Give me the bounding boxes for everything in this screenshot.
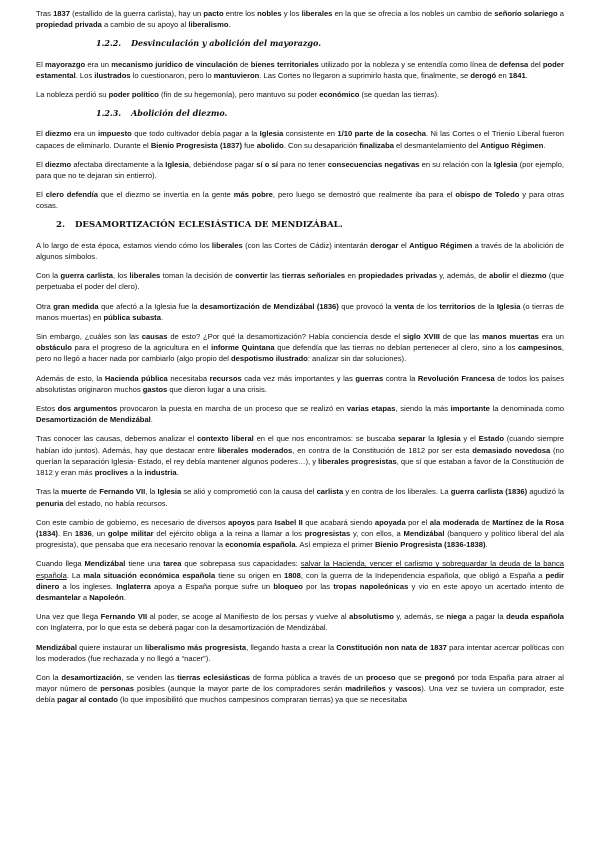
bold-term: pregonó: [424, 672, 455, 682]
bold-term: pedir dinero: [36, 570, 565, 591]
bold-term: gastos: [142, 384, 168, 394]
text-run: que dieron lugar a una crisis.: [167, 384, 267, 394]
bold-term: recursos: [209, 373, 242, 383]
text-run: con Inglaterra, por lo que esta se deberá pagar con la desamortización de Mendizábal.: [36, 623, 328, 633]
bold-term: proceso: [365, 672, 396, 682]
text-run: .: [525, 70, 528, 80]
bold-term: bloqueo: [273, 581, 303, 591]
text-run: de que las: [439, 332, 483, 342]
text-run: consistente en: [283, 129, 338, 139]
bold-term: venta: [394, 301, 414, 311]
text-run: .: [228, 20, 231, 30]
bold-term: diezmo: [45, 129, 72, 139]
bold-term: gran medida: [53, 301, 99, 311]
text-run: La nobleza perdió su: [36, 90, 109, 100]
bold-term: clero defendía: [45, 190, 98, 200]
bold-term: carlista: [316, 487, 344, 497]
body-paragraph: [36, 240, 564, 262]
bold-term: Fernando VII: [100, 612, 148, 622]
bold-term: Antiguo Régimen: [480, 140, 544, 150]
text-run: Con este cambio de gobierno, es necesario de diversos: [36, 517, 229, 527]
bold-term: abolido: [256, 140, 284, 150]
text-run: , siendo la más: [395, 404, 451, 414]
text-run: para: [254, 517, 275, 527]
bold-term: siglo XVIII: [402, 332, 440, 342]
bold-term: Iglesia: [165, 159, 189, 169]
body-paragraph: [36, 433, 564, 478]
bold-term: guerra carlista: [60, 271, 114, 281]
text-run: : analizar sin dar soluciones).: [307, 354, 407, 364]
text-run: , que sí que estaban a favor de la Constitución de 1812 y eran más: [36, 456, 564, 478]
bold-term: guerra carlista (1836): [450, 487, 528, 497]
text-run: de la: [475, 301, 497, 311]
text-run: Cuando llega: [36, 559, 85, 569]
text-run: tiene una: [125, 559, 164, 569]
text-run: agudizó la: [527, 487, 564, 497]
bold-term: varias etapas: [346, 404, 396, 414]
text-run: a: [557, 9, 564, 18]
text-run: por el: [405, 517, 430, 527]
text-run: .: [160, 312, 164, 322]
bold-term: diezmo: [520, 271, 547, 281]
text-run: de forma pública a través de un: [250, 672, 366, 682]
bold-term: liberalismo más progresista: [144, 642, 247, 652]
bold-term: 1837: [53, 9, 70, 18]
text-run: que provocó la: [338, 301, 395, 311]
heading-text: Abolición del diezmo.: [131, 108, 228, 119]
text-run: a: [80, 592, 90, 602]
text-run: Tras conocer las causas, debemos analizar el: [36, 434, 197, 444]
body-paragraph: [36, 59, 564, 81]
bold-term: absolutismo: [349, 612, 394, 622]
text-run: el desmantelamiento del: [393, 140, 481, 150]
text-run: entre los: [223, 9, 258, 18]
bold-term: liberales progresistas: [318, 456, 397, 466]
text-run: de todos los países absolutistas originaron muchos: [36, 373, 564, 394]
body-paragraph: [36, 642, 564, 664]
bold-term: Iglesia: [496, 301, 521, 311]
bold-term: demasiado novedosa: [472, 445, 551, 455]
text-run: era un: [71, 129, 99, 139]
bold-term: Martínez de la Rosa (1834): [36, 517, 564, 538]
text-run: .: [123, 592, 126, 602]
bold-term: campesinos: [517, 343, 562, 353]
text-run: para intentar acercar políticas con los moderados (fue rechazada y no llegó a “nacer”).: [36, 642, 565, 663]
text-run: lo cuestionaron, pero lo: [130, 70, 214, 80]
bold-term: derogó: [470, 70, 497, 80]
text-run: (se quedan las tierras).: [359, 90, 440, 100]
bold-term: mayorazgo: [45, 59, 86, 69]
body-paragraph: [36, 517, 564, 551]
text-run: Sin embargo, ¿cuáles son las: [36, 332, 142, 342]
bold-term: mala situación económica española: [83, 570, 216, 580]
text-run: apoya a España porque sufre un: [150, 581, 274, 591]
bold-term: obstáculo: [36, 343, 72, 353]
text-run: de esto? ¿Por qué la desamortización? Había conciencia desde el: [167, 332, 403, 342]
underlined-text: salvar la Hacienda, vencer el carlismo y sobreguardar la deuda de la banca española: [36, 559, 564, 580]
text-run: (o tierras de manos muertas) en: [36, 301, 564, 322]
bold-term: Hacienda pública: [104, 373, 168, 383]
bold-term: Inglaterra: [116, 581, 151, 591]
bold-term: progresistas: [304, 528, 351, 538]
bold-term: mecanismo jurídico de vinculación: [111, 59, 238, 69]
bold-term: pagar al contado: [57, 695, 118, 705]
bold-term: mantuvieron: [213, 70, 260, 80]
text-run: a la: [128, 468, 145, 478]
text-run: . En: [57, 528, 75, 538]
bold-term: pública subasta: [103, 312, 161, 322]
bold-term: liberales: [211, 240, 243, 250]
text-run: (lo que imposibilitó que muchos campesinos compraran tierras) ya que se necesitaba: [117, 695, 408, 705]
text-run: era un: [538, 332, 564, 342]
text-run: (con las Cortes de Cádiz) intentarán: [242, 240, 371, 250]
bold-term: importante: [450, 404, 490, 414]
text-run: . Así empieza el primer: [295, 540, 375, 550]
bold-term: Desamortización de Mendizábal: [36, 415, 151, 425]
text-run: que defendía que las tierras no debían pertenecer al clero, sino a los: [274, 343, 518, 353]
bold-term: 1841: [508, 70, 526, 80]
subsection-heading: [96, 108, 564, 119]
text-run: cada vez más importantes y las: [241, 373, 356, 383]
text-run: a pagar la: [466, 612, 507, 622]
text-run: y los: [281, 9, 302, 18]
bold-term: poder político: [108, 90, 159, 100]
text-run: que se: [395, 672, 425, 682]
text-run: del estado, no había recursos.: [63, 498, 168, 508]
bold-term: ilustrados: [94, 70, 131, 80]
text-run: , pero luego se demostró que realmente iba para el: [272, 190, 456, 200]
bold-term: sí o sí: [256, 159, 278, 169]
text-run: a través de la abolición de algunos símbolos.: [36, 240, 565, 262]
bold-term: tierras eclesiásticas: [177, 672, 251, 682]
section-heading: [56, 220, 564, 231]
text-run: y, con ellos, a: [350, 528, 404, 538]
bold-term: Napoleón: [89, 592, 124, 602]
text-run: el: [509, 271, 521, 281]
body-paragraph: [36, 189, 564, 211]
text-run: de los: [413, 301, 440, 311]
bold-term: más pobre: [233, 190, 273, 200]
bold-term: liberales: [129, 271, 161, 281]
bold-term: bienes territoriales: [250, 59, 319, 69]
bold-term: desamortización: [61, 672, 122, 682]
text-run: contra la: [383, 373, 418, 383]
text-run: A lo largo de esta época, estamos viendo cómo los: [36, 240, 212, 250]
bold-term: finalizaba: [359, 140, 394, 150]
text-run: Otra: [36, 301, 54, 311]
bold-term: Iglesia: [157, 487, 182, 497]
text-run: .: [543, 140, 546, 150]
bold-term: personas: [100, 684, 134, 694]
text-run: provocaron la puesta en marcha de un proceso que se realizó en: [117, 404, 347, 414]
bold-term: Mendizábal: [36, 642, 77, 652]
bold-term: 1/10 parte de la cosecha: [337, 129, 427, 139]
bold-term: obispo de Toledo: [455, 190, 520, 200]
text-run: que sobrepasa sus capacidades:: [181, 559, 301, 569]
text-run: y: [385, 684, 396, 694]
text-run: quiere instaurar un: [76, 642, 145, 652]
body-paragraph: [36, 89, 564, 100]
bold-term: señorío solariego: [494, 9, 558, 18]
body-paragraph: [36, 159, 564, 181]
text-run: tiene su origen en: [215, 570, 284, 580]
heading-number: 1.2.3.: [96, 108, 122, 119]
bold-term: guerras: [355, 373, 384, 383]
text-run: que acabará siendo: [302, 517, 375, 527]
bold-term: desamortización de Mendizábal (1836): [199, 301, 339, 311]
text-run: en: [496, 70, 509, 80]
bold-term: Estado: [478, 434, 504, 444]
text-run: El: [36, 129, 46, 139]
text-run: de: [237, 59, 251, 69]
text-run: (cuando siempre habían ido juntos). Además, hay que destacar entre: [36, 434, 564, 455]
body-paragraph: [36, 672, 564, 706]
text-run: utilizado por la nobleza y se entendía como línea de: [318, 59, 500, 69]
text-run: y, además, se: [393, 612, 447, 622]
bold-term: causas: [141, 332, 168, 342]
bold-term: industria: [144, 468, 177, 478]
bold-term: territorios: [439, 301, 476, 311]
heading-number: 2.: [56, 219, 65, 230]
text-run: era un: [85, 59, 112, 69]
text-run: que el diezmo se invertía en la gente: [98, 190, 234, 200]
bold-term: liberales moderados: [217, 445, 293, 455]
bold-term: Fernando VII: [99, 487, 146, 497]
bold-term: convertir: [235, 271, 268, 281]
text-run: afectaba directamente a la: [71, 159, 166, 169]
text-run: en: [345, 271, 359, 281]
text-run: El: [36, 190, 46, 200]
text-run: , se venden las: [121, 672, 178, 682]
bold-term: liberales: [301, 9, 333, 18]
text-run: .: [176, 468, 179, 478]
body-paragraph: [36, 8, 564, 30]
text-run: para el progreso de la agricultura en el: [71, 343, 212, 353]
text-run: la: [425, 434, 437, 444]
bold-term: económico: [319, 90, 360, 100]
body-paragraph: [36, 301, 564, 323]
bold-term: tarea: [163, 559, 182, 569]
text-run: , los: [113, 271, 130, 281]
text-run: Una vez que llega: [36, 612, 101, 622]
bold-term: niega: [446, 612, 467, 622]
text-run: se alió y comprometió con la causa del: [181, 487, 317, 497]
bold-term: ala moderada: [429, 517, 479, 527]
text-run: (por ejemplo, para que no te dejaran sin entierro).: [36, 159, 565, 181]
bold-term: tierras señoriales: [282, 271, 346, 281]
heading-number: 1.2.2.: [96, 38, 122, 49]
text-run: a cambio de su apoyo al: [101, 20, 189, 30]
text-run: por las: [302, 581, 334, 591]
text-run: . Ni las Cortes o el Trienio Liberal fueron capaces de eliminarlo. Durante el: [36, 129, 564, 150]
text-run: y, además, de: [436, 271, 490, 281]
subsection-heading: [96, 38, 564, 49]
bold-term: Bienio Progresista (1836-1838): [374, 540, 486, 550]
text-run: Estos: [36, 404, 58, 414]
text-run: . La: [66, 570, 84, 580]
bold-term: apoyada: [374, 517, 406, 527]
bold-term: apoyos: [228, 517, 255, 527]
text-run: Además de esto, la: [36, 373, 105, 383]
text-run: (que perpetuaba el poder del clero).: [36, 271, 565, 292]
bold-term: consecuencias negativas: [327, 159, 420, 169]
text-run: posibles (aunque la mayor parte de los compradores serán: [133, 684, 346, 694]
bold-term: nobles: [257, 9, 282, 18]
bold-term: 1808: [283, 570, 301, 580]
bold-term: Antiguo Régimen: [409, 240, 473, 250]
text-run: para no tener: [277, 159, 328, 169]
text-run: , pero no llegó a hacer nada por cambiarlo (algo propio del: [36, 343, 564, 364]
text-run: Tras: [36, 9, 54, 18]
text-run: que afectó a la Iglesia fue la: [98, 301, 200, 311]
text-run: a los ingleses.: [59, 581, 117, 591]
text-run: (estallido de la guerra carlista), hay un: [69, 9, 204, 18]
text-run: , en contra de la Constitución de 1812 por ser esta: [292, 445, 473, 455]
bold-term: Iglesia: [436, 434, 461, 444]
text-run: .: [150, 415, 153, 425]
text-run: en el que nos encontramos: se buscaba: [253, 434, 399, 444]
bold-term: Isabel II: [274, 517, 303, 527]
text-run: , un: [91, 528, 108, 538]
bold-term: informe Quintana: [211, 343, 275, 353]
bold-term: diezmo: [44, 159, 72, 169]
bold-term: propiedades privadas: [358, 271, 437, 281]
bold-term: vascos: [395, 684, 422, 694]
text-run: por toda España para atraer al mayor número de: [36, 672, 564, 694]
heading-text: Desvinculación y abolición del mayorazgo.: [131, 38, 321, 49]
text-run: , debiéndose pagar: [188, 159, 257, 169]
text-run: en su relación con la: [419, 159, 494, 169]
text-run: y vio en este apoyo un acertado intento de: [408, 581, 564, 591]
bold-term: propiedad privada: [36, 20, 102, 30]
bold-term: muerte: [61, 487, 87, 497]
text-run: . Las Cortes no llegaron a suprimirlo hasta que, finalmente, se: [259, 70, 471, 80]
text-run: El: [36, 59, 45, 69]
bold-term: penuria: [36, 498, 64, 508]
bold-term: Iglesia: [259, 129, 284, 139]
text-run: Con la: [36, 672, 62, 682]
text-run: , la: [145, 487, 158, 497]
text-run: fue: [241, 140, 257, 150]
bold-term: Mendizábal: [84, 559, 126, 569]
text-run: de: [479, 517, 493, 527]
bold-term: tropas napoleónicas: [333, 581, 409, 591]
text-run: , con la guerra de la Independencia española, que obligó a España a: [300, 570, 546, 580]
body-paragraph: [36, 270, 564, 292]
bold-term: madrileños: [345, 684, 386, 694]
body-paragraph: [36, 558, 564, 603]
bold-term: golpe militar: [107, 528, 154, 538]
text-run: (banquero y político liberal del ala progresista), que pensaba que era necesario renovar la: [36, 528, 565, 550]
body-paragraph: [36, 403, 564, 425]
bold-term: Constitución non nata de 1837: [336, 642, 447, 652]
bold-term: impuesto: [98, 129, 132, 139]
text-run: Con la: [36, 271, 61, 281]
body-paragraph: [36, 331, 564, 365]
bold-term: proclives: [94, 468, 129, 478]
text-run: y en contra de los liberales. La: [343, 487, 451, 497]
bold-term: liberalismo: [188, 20, 229, 30]
text-run: El: [36, 159, 45, 169]
text-run: ). Una vez se tuviera un comprador, este debía: [36, 684, 564, 705]
bold-term: Bienio Progresista (1837): [150, 140, 242, 150]
text-run: del: [528, 59, 543, 69]
bold-term: pacto: [203, 9, 224, 18]
text-run: . Con su desaparición: [283, 140, 360, 150]
bold-term: derogar: [370, 240, 399, 250]
bold-term: contexto liberal: [197, 434, 254, 444]
bold-term: deuda española: [506, 612, 564, 622]
text-run: , llegando hasta a crear la: [246, 642, 337, 652]
body-paragraph: [36, 611, 564, 633]
text-run: la denominada como: [489, 404, 564, 414]
body-paragraph: [36, 373, 564, 395]
text-run: de: [86, 487, 100, 497]
heading-text: DESAMORTIZACIÓN ECLESIÁSTICA DE MENDIZÁBAL.: [74, 219, 343, 230]
text-run: las: [267, 271, 283, 281]
text-run: .: [485, 540, 488, 550]
bold-term: Revolución Francesa: [417, 373, 495, 383]
bold-term: Mendizábal: [403, 528, 445, 538]
bold-term: abolir: [489, 271, 510, 281]
text-run: toman la decisión de: [160, 271, 236, 281]
bold-term: despotismo ilustrado: [231, 354, 308, 364]
bold-term: dos argumentos: [57, 404, 118, 414]
text-run: Tras la: [36, 487, 62, 497]
text-run: en la que se ofrecía a los nobles un cambio de: [332, 9, 495, 18]
text-run: (fin de su hegemonía), pero mantuvo su poder: [158, 90, 320, 100]
text-run: del ejército obliga a la reina a llamar a los: [153, 528, 305, 538]
text-run: al poder, se acoge al Manifiesto de los persas y vuelve al: [147, 612, 350, 622]
text-run: que todo cultivador debía pagar a la: [131, 129, 260, 139]
text-run: y el: [460, 434, 479, 444]
text-run: el: [398, 240, 410, 250]
text-run: y para otras cosas.: [36, 190, 565, 211]
bold-term: defensa: [499, 59, 529, 69]
bold-term: Iglesia: [493, 159, 518, 169]
body-paragraph: [36, 128, 564, 150]
text-run: . Los: [75, 70, 95, 80]
text-run: necesitaba: [167, 373, 210, 383]
bold-term: poder estamental: [36, 59, 564, 80]
body-paragraph: [36, 486, 564, 508]
text-run: (no querían la separación Iglesia- Estado, el rey debía mantener algunos poderes…), y: [36, 445, 564, 466]
bold-term: 1836: [74, 528, 92, 538]
bold-term: manos muertas: [482, 332, 539, 342]
bold-term: economía española: [225, 540, 296, 550]
bold-term: separar: [398, 434, 426, 444]
bold-term: desmantelar: [36, 592, 81, 602]
